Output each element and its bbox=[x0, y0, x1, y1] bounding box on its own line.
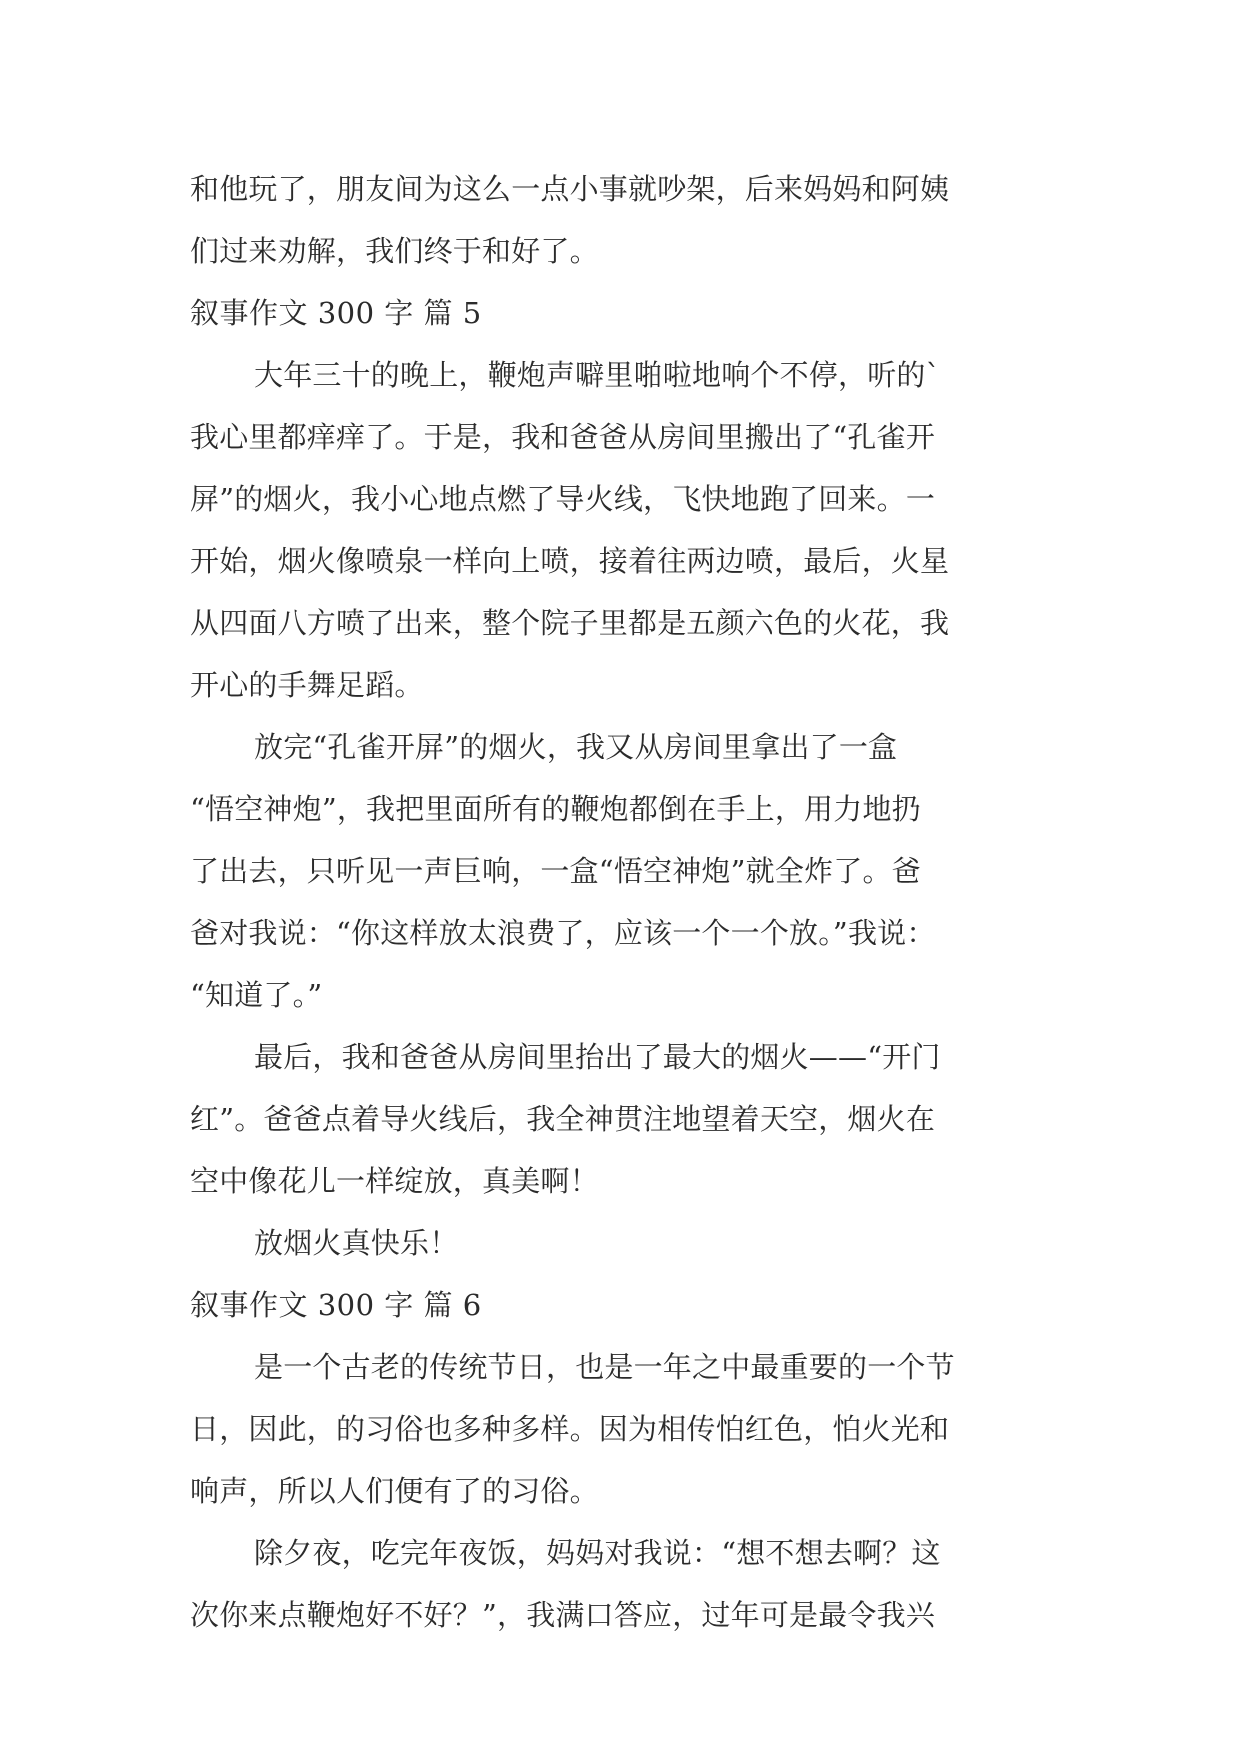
paragraph-line: 除夕夜，吃完年夜饭，妈妈对我说：“想不想去啊？这 bbox=[254, 1536, 941, 1570]
paragraph-line: 爸对我说：“你这样放太浪费了，应该一个一个放。”我说： bbox=[190, 916, 936, 950]
paragraph-line: 我心里都痒痒了。于是，我和爸爸从房间里搬出了“孔雀开 bbox=[190, 420, 936, 454]
paragraph-line: “悟空神炮”，我把里面所有的鞭炮都倒在手上，用力地扔 bbox=[190, 792, 921, 826]
paragraph-line: 放完“孔雀开屏”的烟火，我又从房间里拿出了一盒 bbox=[254, 730, 898, 764]
document-body bbox=[190, 158, 1060, 1646]
section-heading: 叙事作文 300 字 篇 5 bbox=[190, 296, 482, 330]
paragraph-line: “知道了。” bbox=[190, 978, 323, 1012]
paragraph-line: 了出去，只听见一声巨响，一盒“悟空神炮”就全炸了。爸 bbox=[190, 854, 921, 888]
section-heading: 叙事作文 300 字 篇 6 bbox=[190, 1288, 482, 1322]
paragraph-line: 和他玩了，朋友间为这么一点小事就吵架，后来妈妈和阿姨 bbox=[190, 172, 950, 206]
paragraph-line: 从四面八方喷了出来，整个院子里都是五颜六色的火花，我 bbox=[190, 606, 950, 640]
paragraph-line: 大年三十的晚上，鞭炮声噼里啪啦地响个不停，听的` bbox=[254, 358, 941, 392]
paragraph-line: 空中像花儿一样绽放，真美啊！ bbox=[190, 1164, 599, 1198]
paragraph-line: 们过来劝解，我们终于和好了。 bbox=[190, 234, 599, 268]
paragraph-line: 是一个古老的传统节日，也是一年之中最重要的一个节 bbox=[254, 1350, 955, 1384]
paragraph-line: 响声，所以人们便有了的习俗。 bbox=[190, 1474, 599, 1508]
paragraph-line: 最后，我和爸爸从房间里抬出了最大的烟火——“开门 bbox=[254, 1040, 941, 1074]
paragraph-line: 开心的手舞足蹈。 bbox=[190, 668, 424, 702]
paragraph-line: 放烟火真快乐！ bbox=[254, 1226, 459, 1260]
paragraph-line: 次你来点鞭炮好不好？”，我满口答应，过年可是最令我兴 bbox=[190, 1598, 936, 1632]
paragraph-line: 红”。爸爸点着导火线后，我全神贯注地望着天空，烟火在 bbox=[190, 1102, 936, 1136]
paragraph-line: 开始，烟火像喷泉一样向上喷，接着往两边喷，最后，火星 bbox=[190, 544, 950, 578]
paragraph-line: 屏”的烟火，我小心地点燃了导火线，飞快地跑了回来。一 bbox=[190, 482, 936, 516]
paragraph-line: 日，因此，的习俗也多种多样。因为相传怕红色，怕火光和 bbox=[190, 1412, 950, 1446]
